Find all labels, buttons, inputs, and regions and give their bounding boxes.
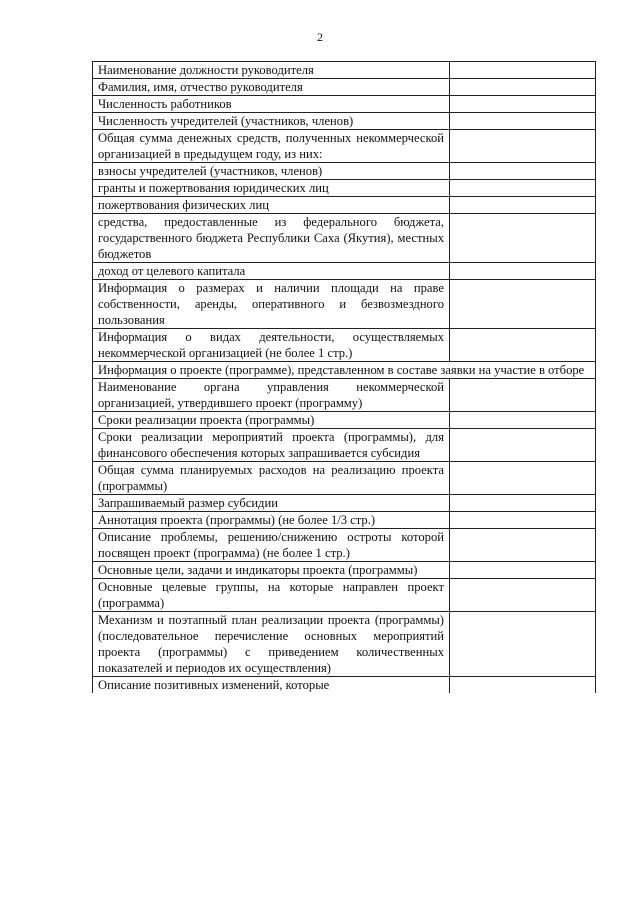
form-row [93,96,596,113]
form-row [93,612,596,677]
form-row [93,163,596,180]
field-value[interactable] [450,329,596,362]
field-value[interactable] [450,79,596,96]
field-value[interactable] [450,677,596,694]
application-form-table [92,61,596,693]
field-value[interactable] [450,130,596,163]
field-value[interactable] [450,462,596,495]
field-value[interactable] [450,612,596,677]
field-value[interactable] [450,562,596,579]
form-row [93,562,596,579]
field-value[interactable] [450,214,596,263]
field-value[interactable] [450,113,596,130]
form-row [93,579,596,612]
field-value[interactable] [450,62,596,79]
form-row [93,180,596,197]
field-label: Фамилия, имя, отчество руководителя [93,79,450,96]
form-row [93,329,596,362]
field-label: Информация о видах деятельности, осуществляемых некоммерческой организацией (не более 1 стр.) [93,329,450,362]
field-label: Основные цели, задачи и индикаторы проекта (программы) [93,562,450,579]
field-label: Описание проблемы, решению/снижению остроты которой посвящен проект (программа) (не более 1 стр.) [93,529,450,562]
field-label: Основные целевые группы, на которые направлен проект (программа) [93,579,450,612]
field-label: взносы учредителей (участников, членов) [93,163,450,180]
form-row [93,214,596,263]
form-row [93,677,596,694]
field-value[interactable] [450,180,596,197]
field-value[interactable] [450,96,596,113]
field-label: Информация о размерах и наличии площади на праве собственности, аренды, оперативного и безвозмездного пользования [93,280,450,329]
field-label: средства, предоставленные из федерального бюджета, государственного бюджета Республики Саха (Якутия), местных бюджетов [93,214,450,263]
form-row [93,362,596,379]
field-value[interactable] [450,280,596,329]
form-row [93,412,596,429]
field-label: гранты и пожертвования юридических лиц [93,180,450,197]
field-label: Общая сумма денежных средств, полученных некоммерческой организацией в предыдущем году, из них: [93,130,450,163]
field-label: доход от целевого капитала [93,263,450,280]
form-row [93,263,596,280]
field-value[interactable] [450,412,596,429]
form-row [93,130,596,163]
form-row [93,529,596,562]
field-value[interactable] [450,379,596,412]
page-number: 2 [317,30,323,44]
field-label: пожертвования физических лиц [93,197,450,214]
field-value[interactable] [450,495,596,512]
field-label: Численность работников [93,96,450,113]
field-value[interactable] [450,163,596,180]
field-label: Наименование должности руководителя [93,62,450,79]
field-label: Аннотация проекта (программы) (не более 1/3 стр.) [93,512,450,529]
form-row [93,62,596,79]
field-value[interactable] [450,263,596,280]
form-row [93,280,596,329]
field-value[interactable] [450,579,596,612]
field-label: Общая сумма планируемых расходов на реализацию проекта (программы) [93,462,450,495]
field-label: Сроки реализации проекта (программы) [93,412,450,429]
form-row [93,197,596,214]
form-row [93,429,596,462]
form-row [93,495,596,512]
field-label: Численность учредителей (участников, членов) [93,113,450,130]
form-row [93,379,596,412]
field-value[interactable] [450,529,596,562]
field-value[interactable] [450,512,596,529]
field-label: Описание позитивных изменений, которые [93,677,450,694]
field-value[interactable] [450,197,596,214]
form-row [93,79,596,96]
form-row [93,462,596,495]
section-heading-cell: Информация о проекте (программе), представленном в составе заявки на участие в отборе [93,362,596,379]
field-label: Наименование органа управления некоммерческой организацией, утвердившего проект (программу) [93,379,450,412]
field-label: Запрашиваемый размер субсидии [93,495,450,512]
field-value[interactable] [450,429,596,462]
form-row [93,113,596,130]
field-label: Механизм и поэтапный план реализации проекта (программы) (последовательное перечисление основных мероприятий проекта (программы) с приведением количественных показателей и периодов их осуществления) [93,612,450,677]
field-label: Сроки реализации мероприятий проекта (программы), для финансового обеспечения которых запрашивается субсидия [93,429,450,462]
form-row [93,512,596,529]
